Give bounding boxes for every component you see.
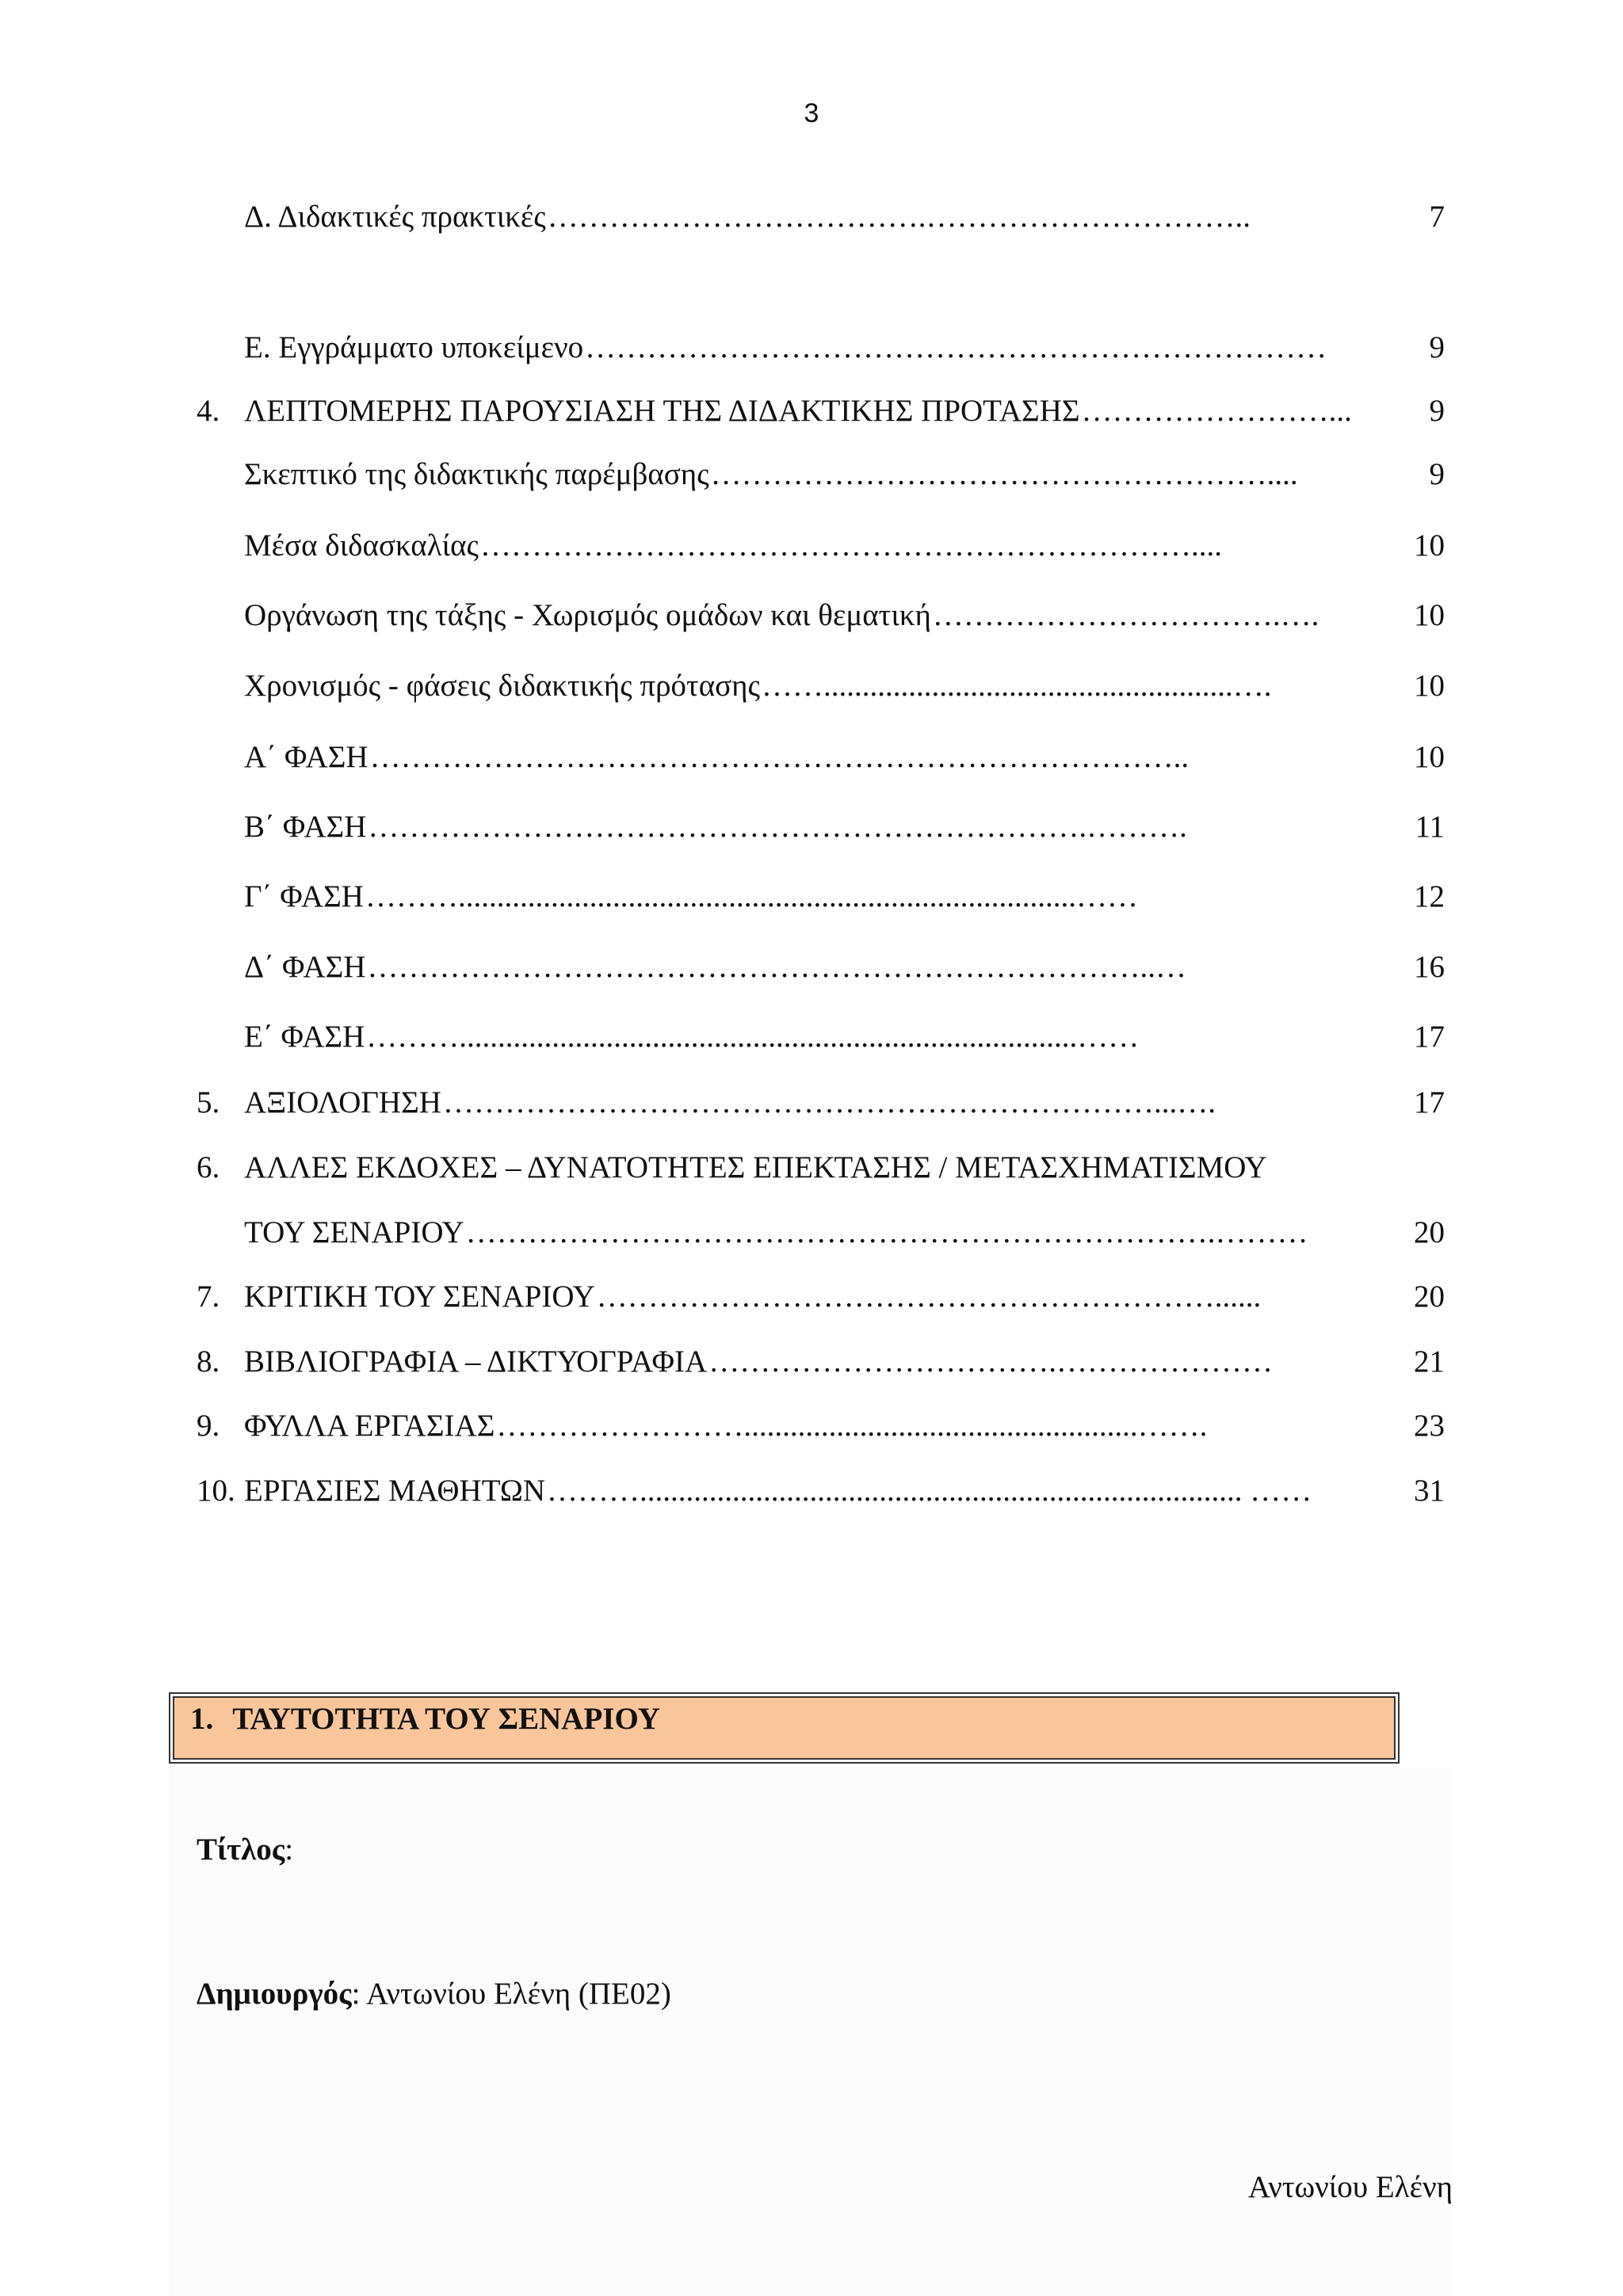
toc-entry-number: 8. xyxy=(197,1344,220,1379)
toc-entry xyxy=(244,667,1445,705)
section-heading xyxy=(173,1696,1396,1760)
toc-page-number: 9 xyxy=(1429,457,1445,491)
toc-leader-dots: …………………………………………………………………..… xyxy=(367,950,1186,984)
toc-leader-dots: ……………………………………………………………….……… xyxy=(465,1215,1308,1249)
toc-leader-dots: ……………………………………………………………… xyxy=(585,330,1327,364)
toc-page-number: 16 xyxy=(1414,950,1445,984)
toc-page-number: 12 xyxy=(1414,879,1445,913)
toc-leader-dots: ……………………………………………….... xyxy=(710,457,1298,491)
toc-leader-dots: …………………………………………………………………….. xyxy=(369,740,1190,774)
title-label: Τίτλος xyxy=(197,1833,285,1867)
toc-entry xyxy=(197,1407,1445,1445)
toc-entry-title: ΑΛΛΕΣ ΕΚΔΟΧΕΣ – ΔΥΝΑΤΟΤΗΤΕΣ ΕΠΕΚΤΑΣΗΣ / ΜΕΤΑΣΧΗΜΑΤΙΣΜΟΥ xyxy=(244,1150,1267,1184)
toc-page-number: 10 xyxy=(1414,528,1445,563)
toc-entry xyxy=(197,1084,1445,1122)
toc-leader-dots: ………................................................................................…… xyxy=(365,879,1138,913)
toc-entry-title: ΑΞΙΟΛΟΓΗΣΗ xyxy=(244,1085,441,1119)
toc-entry xyxy=(244,948,1445,986)
toc-page-number: 23 xyxy=(1414,1409,1445,1443)
toc-page-number: 10 xyxy=(1414,740,1445,774)
title-field xyxy=(197,1832,293,1867)
toc-page-number: 31 xyxy=(1414,1474,1445,1508)
toc-entry-title: Σκεπτικό της διδακτικής παρέμβασης xyxy=(244,457,709,491)
toc-leader-dots: ……………………... xyxy=(1081,394,1352,428)
toc-entry xyxy=(197,392,1445,430)
toc-entry-title: Β΄ ΦΑΣΗ xyxy=(244,810,367,844)
section-number: 1. xyxy=(190,1702,214,1736)
creator-field xyxy=(197,1976,671,2012)
page-number: 3 xyxy=(804,98,819,128)
toc-entry-number: 6. xyxy=(197,1150,220,1184)
toc-entry-title: ΕΡΓΑΣΙΕΣ ΜΑΘΗΤΩΝ xyxy=(244,1474,545,1508)
toc-entry-title: Ε΄ ΦΑΣΗ xyxy=(244,1020,365,1054)
toc-page-number: 17 xyxy=(1414,1085,1445,1119)
toc-entry xyxy=(244,1214,1445,1252)
toc-page-number: 20 xyxy=(1414,1215,1445,1249)
toc-entry-title: Γ΄ ΦΑΣΗ xyxy=(244,879,364,913)
toc-entry-number: 10. xyxy=(197,1474,235,1508)
toc-entry xyxy=(244,597,1445,635)
shaded-background xyxy=(169,1767,1453,2296)
toc-entry xyxy=(244,808,1445,846)
toc-entry-title: ΛΕΠΤΟΜΕΡΗΣ ΠΑΡΟΥΣΙΑΣΗ ΤΗΣ ΔΙΔΑΚΤΙΚΗΣ ΠΡΟΤΑΣΗΣ xyxy=(244,394,1080,428)
toc-leader-dots: …….....................................................…. xyxy=(762,669,1272,703)
toc-page-number: 9 xyxy=(1429,394,1445,428)
toc-entry-number: 9. xyxy=(197,1409,220,1443)
toc-page-number: 21 xyxy=(1414,1344,1445,1379)
toc-entry-title: Χρονισμός - φάσεις διδακτικής πρότασης xyxy=(244,669,761,703)
toc-entry xyxy=(244,329,1445,367)
toc-page-number: 10 xyxy=(1414,669,1445,703)
toc-entry-title: Δ. Διδακτικές πρακτικές xyxy=(244,200,546,234)
toc-entry xyxy=(197,1472,1445,1510)
toc-entry xyxy=(197,1343,1445,1381)
toc-leader-dots: ……….............................................................................. …… xyxy=(546,1474,1312,1508)
toc-entry-number: 7. xyxy=(197,1280,220,1314)
toc-entry xyxy=(244,198,1445,236)
toc-entry-title: ΦΥΛΛΑ ΕΡΓΑΣΙΑΣ xyxy=(244,1409,495,1443)
toc-entry-title: ΚΡΙΤΙΚΗ ΤΟΥ ΣΕΝΑΡΙΟΥ xyxy=(244,1280,595,1314)
toc-entry-title: Ε. Εγγράμματο υποκείμενο xyxy=(244,330,584,364)
toc-leader-dots: ……………………...................................................……. xyxy=(496,1409,1208,1443)
title-separator: : xyxy=(285,1833,294,1867)
toc-entry-title: ΒΙΒΛΙΟΓΡΑΦΙΑ – ΔΙΚΤΥΟΓΡΑΦΙΑ xyxy=(244,1344,708,1379)
creator-value: : Αντωνίου Ελένη (ΠΕ02) xyxy=(351,1977,671,2011)
toc-entry xyxy=(197,1149,1445,1187)
section-title: ΤΑΥΤΟΤΗΤΑ ΤΟΥ ΣΕΝΑΡΙΟΥ xyxy=(232,1702,660,1736)
toc-entry xyxy=(244,1018,1445,1056)
toc-entry xyxy=(244,456,1445,494)
toc-entry-title: Μέσα διδασκαλίας xyxy=(244,528,479,563)
toc-entry xyxy=(244,878,1445,916)
footer-author: Αντωνίου Ελένη xyxy=(1247,2170,1453,2204)
toc-page-number: 11 xyxy=(1415,810,1445,844)
toc-entry-number: 5. xyxy=(197,1085,220,1119)
toc-entry-number: 4. xyxy=(197,394,220,428)
toc-entry-title: Δ΄ ΦΑΣΗ xyxy=(244,950,366,984)
toc-page-number: 7 xyxy=(1429,200,1445,234)
toc-leader-dots: …………………………….…. xyxy=(932,598,1319,632)
toc-leader-dots: ……………………………….………………………….. xyxy=(547,200,1251,234)
toc-leader-dots: ………................................................................................…… xyxy=(366,1020,1140,1054)
toc-leader-dots: ……………………………………………………………...…. xyxy=(442,1085,1216,1119)
toc-entry xyxy=(244,738,1445,776)
toc-page-number: 17 xyxy=(1414,1020,1445,1054)
toc-entry-title: ΤΟΥ ΣΕΝΑΡΙΟΥ xyxy=(244,1215,464,1249)
toc-entry xyxy=(197,1278,1445,1316)
toc-entry-title: Οργάνωση της τάξης - Χωρισμός ομάδων και θεματική xyxy=(244,598,931,632)
toc-leader-dots: …………………………………………………………….………. xyxy=(368,810,1187,844)
toc-leader-dots: …………………………….………………… xyxy=(708,1344,1273,1379)
toc-entry xyxy=(244,527,1445,565)
toc-page-number: 9 xyxy=(1429,330,1445,364)
toc-page-number: 20 xyxy=(1414,1280,1445,1314)
toc-entry-title: Α΄ ΦΑΣΗ xyxy=(244,740,369,774)
toc-page-number: 10 xyxy=(1414,598,1445,632)
section-heading-box xyxy=(169,1692,1400,1764)
toc-leader-dots: ……………………………………………………...... xyxy=(596,1280,1262,1314)
toc-leader-dots: …………………………………………………………….... xyxy=(480,528,1222,563)
creator-label: Δημιουργός xyxy=(197,1977,352,2011)
